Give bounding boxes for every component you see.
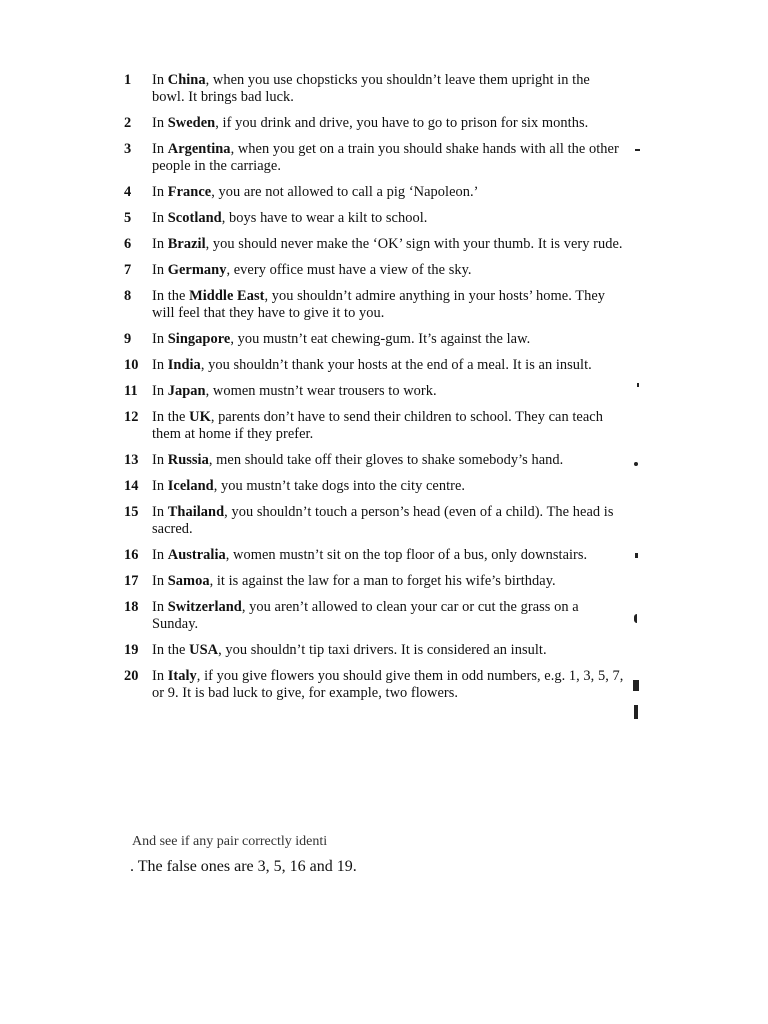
list-item: [124, 642, 624, 659]
list-item: [124, 478, 624, 495]
list-item: [124, 668, 624, 702]
list-item: [124, 409, 624, 443]
item-text: In Argentina, when you get on a train you should shake hands with all the other people in the carriage.: [152, 141, 619, 174]
list-item: [124, 573, 624, 590]
item-number: 4: [124, 184, 132, 200]
country-name: Japan: [167, 383, 206, 399]
scan-edge-mark: [634, 462, 638, 466]
item-number: 11: [124, 383, 138, 399]
item-text: In Singapore, you mustn’t eat chewing-gum. It’s against the law.: [152, 331, 531, 347]
item-number: 3: [124, 141, 132, 157]
scan-edge-mark: [633, 680, 639, 691]
item-text: In Thailand, you shouldn’t touch a person’s head (even of a child). The head is sacred.: [152, 504, 614, 537]
item-number: 2: [124, 115, 132, 131]
item-text: In Australia, women mustn’t sit on the top floor of a bus, only downstairs.: [152, 547, 588, 563]
item-text: In Iceland, you mustn’t take dogs into the city centre.: [152, 478, 466, 494]
country-name: Singapore: [167, 331, 231, 347]
country-name: Switzerland: [167, 599, 242, 615]
country-name: Middle East: [189, 288, 265, 304]
facts-list: [124, 72, 624, 711]
item-number: 5: [124, 210, 132, 226]
item-text: In Japan, women mustn’t wear trousers to work.: [152, 383, 437, 399]
country-name: Germany: [167, 262, 227, 278]
item-number: 19: [124, 642, 139, 658]
country-name: France: [167, 184, 212, 200]
country-name: Iceland: [167, 478, 214, 494]
list-item: [124, 210, 624, 227]
country-name: UK: [189, 409, 211, 425]
item-number: 17: [124, 573, 139, 589]
item-text: In Russia, men should take off their gloves to shake somebody’s hand.: [152, 452, 564, 468]
country-name: Argentina: [167, 141, 231, 157]
item-text: In the Middle East, you shouldn’t admire anything in your hosts’ home. They will feel that they have to give it to you.: [152, 288, 606, 321]
country-name: Sweden: [167, 115, 216, 131]
item-number: 8: [124, 288, 132, 304]
item-number: 7: [124, 262, 132, 278]
scan-edge-mark: [634, 614, 637, 623]
list-item: [124, 504, 624, 538]
item-number: 9: [124, 331, 132, 347]
item-text: In Brazil, you should never make the ‘OK’ sign with your thumb. It is very rude.: [152, 236, 623, 252]
item-text: In China, when you use chopsticks you shouldn’t leave them upright in the bowl. It brings bad luck.: [152, 72, 590, 105]
scan-edge-mark: [634, 705, 638, 719]
list-item: [124, 236, 624, 253]
item-number: 20: [124, 668, 139, 684]
country-name: Brazil: [167, 236, 206, 252]
list-item: [124, 452, 624, 469]
item-text: In the USA, you shouldn’t tip taxi drivers. It is considered an insult.: [152, 642, 547, 658]
country-name: Russia: [167, 452, 209, 468]
item-number: 18: [124, 599, 139, 615]
country-name: Australia: [167, 547, 226, 563]
list-item: [124, 357, 624, 374]
scan-edge-mark: [635, 149, 640, 151]
scan-edge-mark: [635, 553, 638, 558]
item-text: In the UK, parents don’t have to send their children to school. They can teach them at home if they prefer.: [152, 409, 603, 442]
country-name: China: [167, 72, 206, 88]
country-name: Samoa: [167, 573, 210, 589]
item-number: 1: [124, 72, 132, 88]
item-text: In Scotland, boys have to wear a kilt to school.: [152, 210, 428, 226]
item-number: 13: [124, 452, 139, 468]
list-item: [124, 331, 624, 348]
item-number: 10: [124, 357, 139, 373]
country-name: Thailand: [167, 504, 225, 520]
item-number: 16: [124, 547, 139, 563]
item-number: 12: [124, 409, 139, 425]
list-item: [124, 599, 624, 633]
item-text: In Switzerland, you aren’t allowed to clean your car or cut the grass on a Sunday.: [152, 599, 579, 632]
item-number: 15: [124, 504, 139, 520]
item-text: In Italy, if you give flowers you should give them in odd numbers, e.g. 1, 3, 5, 7, or 9. It is bad luck to give, for example, two flowers.: [152, 668, 624, 701]
list-item: [124, 547, 624, 564]
country-name: Italy: [167, 668, 197, 684]
item-text: In Samoa, it is against the law for a man to forget his wife’s birthday.: [152, 573, 556, 589]
item-number: 6: [124, 236, 132, 252]
list-item: [124, 141, 624, 175]
answer-key-text: . The false ones are 3, 5, 16 and 19.: [130, 858, 357, 875]
list-item: [124, 184, 624, 201]
country-name: India: [167, 357, 201, 373]
list-item: [124, 383, 624, 400]
list-item: [124, 262, 624, 279]
item-text: In India, you shouldn’t thank your hosts at the end of a meal. It is an insult.: [152, 357, 592, 373]
list-item: [124, 115, 624, 132]
item-number: 14: [124, 478, 139, 494]
list-item: [124, 288, 624, 322]
list-item: [124, 72, 624, 106]
country-name: USA: [189, 642, 219, 658]
item-text: In Sweden, if you drink and drive, you have to go to prison for six months.: [152, 115, 589, 131]
item-text: In France, you are not allowed to call a pig ‘Napoleon.’: [152, 184, 479, 200]
item-text: In Germany, every office must have a view of the sky.: [152, 262, 472, 278]
country-name: Scotland: [167, 210, 222, 226]
scan-edge-mark: [637, 383, 639, 387]
cropped-instruction-line: And see if any pair correctly identi: [132, 834, 328, 849]
